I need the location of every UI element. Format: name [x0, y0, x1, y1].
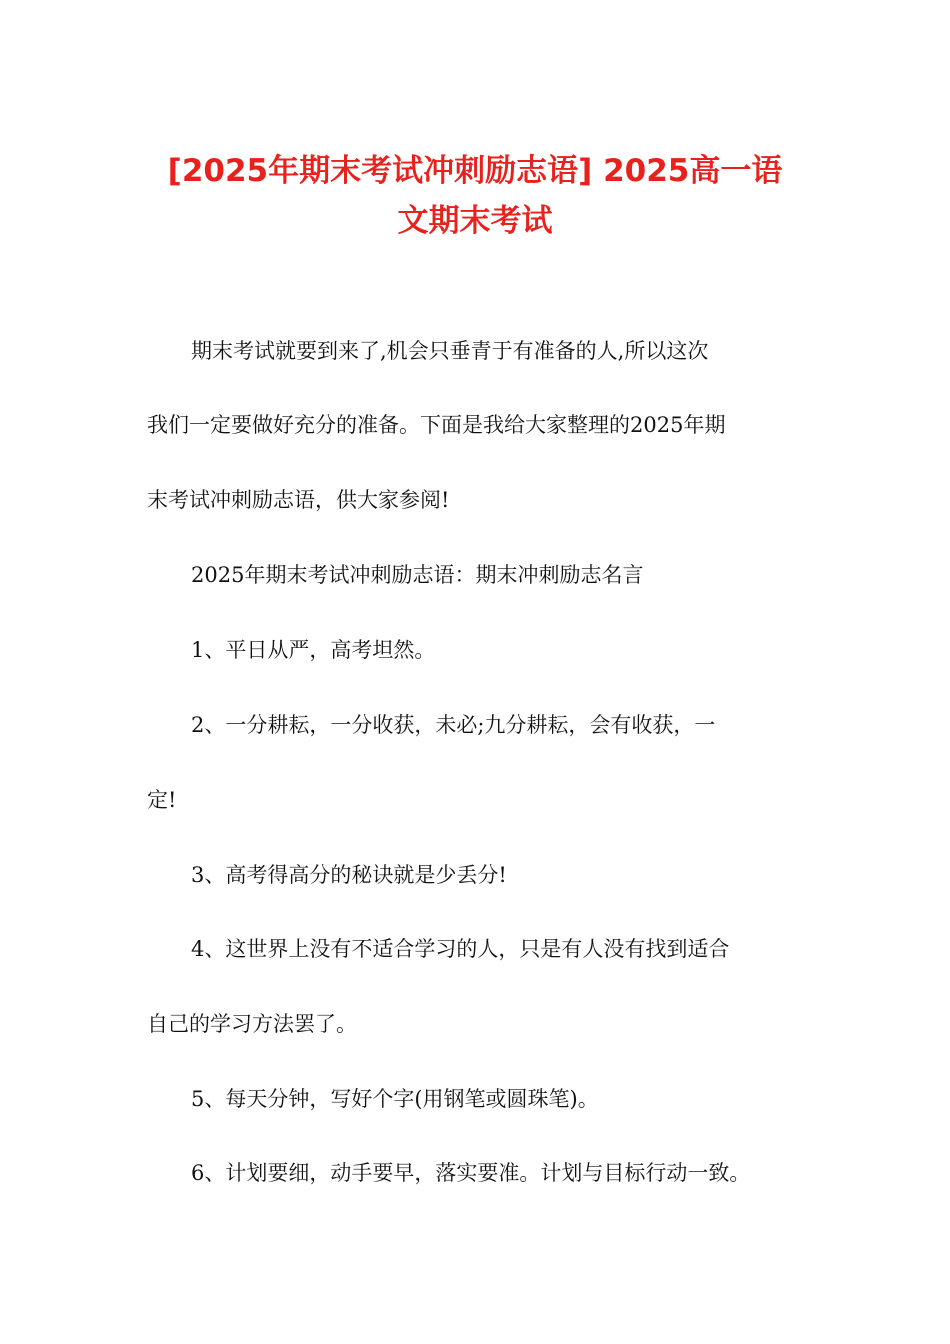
- document-title: [130, 146, 820, 246]
- list-item-2-line-1: 2、一分耕耘，一分收获，未必;九分耕耘，会有收获，一: [191, 713, 716, 737]
- list-item-2-line-2: 定!: [147, 788, 177, 812]
- document-title-line-1: [2025年期末考试冲刺励志语] 2025高一语: [167, 153, 783, 189]
- list-item-4-line-1: 4、这世界上没有不适合学习的人，只是有人没有找到适合: [191, 937, 730, 961]
- intro-line-3: 末考试冲刺励志语，供大家参阅!: [147, 488, 450, 512]
- intro-line-1: 期末考试就要到来了,机会只垂青于有准备的人,所以这次: [191, 339, 709, 363]
- list-item-4-line-2: 自己的学习方法罢了。: [147, 1012, 357, 1036]
- list-item-5: 5、每天分钟，写好个字(用钢笔或圆珠笔)。: [191, 1087, 599, 1111]
- intro-line-2: 我们一定要做好充分的准备。下面是我给大家整理的2025年期: [147, 413, 726, 437]
- section-heading: 2025年期末考试冲刺励志语：期末冲刺励志名言: [191, 563, 644, 587]
- document-title-line-2: 文期末考试: [397, 203, 553, 239]
- list-item-3: 3、高考得高分的秘诀就是少丢分!: [191, 863, 507, 887]
- list-item-1: 1、平日从严，高考坦然。: [191, 638, 436, 662]
- list-item-6: 6、计划要细，动手要早，落实要准。计划与目标行动一致。: [191, 1161, 751, 1185]
